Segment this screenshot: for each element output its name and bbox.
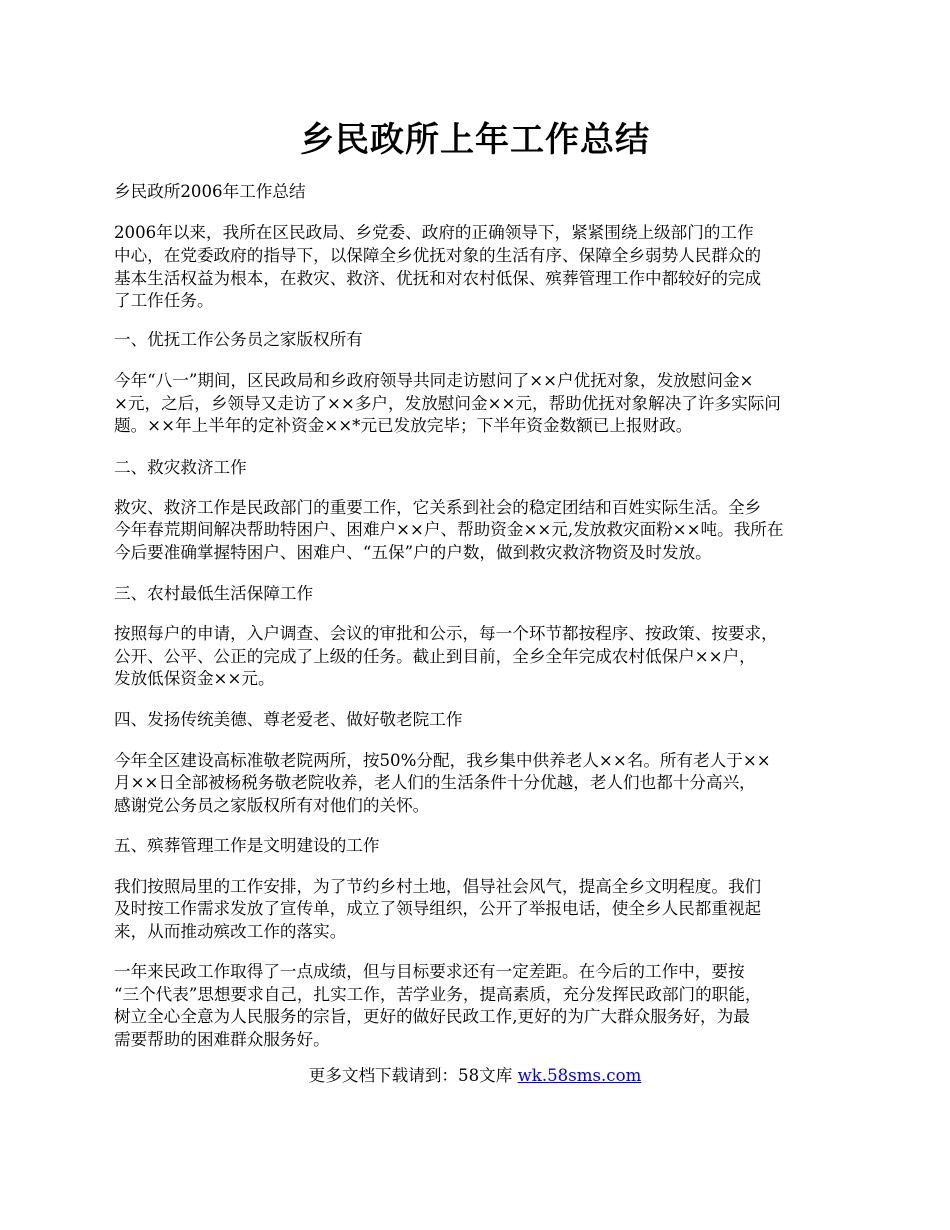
- section-body-line: 题。××年上半年的定补资金××*元已发放完毕；下半年资金数额已上报财政。: [114, 416, 693, 435]
- intro-line: 了工作任务。: [114, 291, 214, 310]
- section-body-line: 月××日全部被杨税务敬老院收养，老人们的生活条件十分优越，老人们也都十分高兴，: [114, 773, 756, 792]
- conclusion-line: 需要帮助的困难群众服务好。: [114, 1030, 330, 1049]
- section-heading: 五、殡葬管理工作是文明建设的工作: [114, 836, 380, 855]
- section-body-line: 按照每户的申请，入户调查、会议的审批和公示，每一个环节都按程序、按政策、按要求，: [114, 624, 778, 643]
- intro-line: 基本生活权益为根本，在救灾、救济、优抚和对农村低保、殡葬管理工作中都较好的完成: [114, 269, 762, 288]
- section-body-line: 救灾、救济工作是民政部门的重要工作，它关系到社会的稳定团结和百姓实际生活。全乡: [114, 498, 762, 517]
- section-heading: 三、农村最低生活保障工作: [114, 584, 314, 603]
- section-body-line: 我们按照局里的工作安排，为了节约乡村土地，倡导社会风气，提高全乡文明程度。我们: [114, 877, 762, 896]
- footer-text: 更多文档下载请到：58文库: [308, 1066, 518, 1085]
- intro-line: 2006年以来，我所在区民政局、乡党委、政府的正确领导下，紧紧围绕上级部门的工作: [114, 223, 754, 242]
- section-body-line: 来，从而推动殡改工作的落实。: [114, 922, 347, 941]
- section-heading: 四、发扬传统美德、尊老爱老、做好敬老院工作: [114, 710, 463, 729]
- section-heading: 二、救灾救济工作: [114, 458, 247, 477]
- section-body-line: ×元，之后，乡领导又走访了××多户，发放慰问金××元，帮助优抚对象解决了许多实际问: [114, 394, 781, 413]
- download-footer: [0, 1065, 950, 1086]
- document-title: 乡民政所上年工作总结: [300, 120, 650, 160]
- section-body-line: 公开、公平、公正的完成了上级的任务。截止到目前，全乡全年完成农村低保户××户，: [114, 647, 756, 666]
- section-body-line: 感谢党公务员之家版权所有对他们的关怀。: [114, 796, 430, 815]
- section-body-line: 今年“八一”期间，区民政局和乡政府领导共同走访慰问了××户优抚对象，发放慰问金×: [114, 371, 754, 390]
- document-subtitle: 乡民政所2006年工作总结: [114, 182, 306, 201]
- section-body-line: 今年全区建设高标准敬老院两所，按50%分配，我乡集中供养老人××名。所有老人于××: [114, 751, 771, 770]
- section-body-line: 今后要准确掌握特困户、困难户、“五保”户的户数，做到救灾救济物资及时发放。: [114, 543, 712, 562]
- intro-line: 中心，在党委政府的指导下，以保障全乡优抚对象的生活有序、保障全乡弱势人民群众的: [114, 246, 762, 265]
- section-heading: 一、优抚工作公务员之家版权所有: [114, 330, 363, 349]
- section-body-line: 发放低保资金××元。: [114, 669, 275, 688]
- conclusion-line: “三个代表”思想要求自己，扎实工作，苦学业务，提高素质，充分发挥民政部门的职能，: [114, 985, 762, 1004]
- section-body-line: 及时按工作需求发放了宣传单，成立了领导组织，公开了举报电话，使全乡人民都重视起: [114, 899, 762, 918]
- conclusion-line: 树立全心全意为人民服务的宗旨，更好的做好民政工作,更好的为广大群众服务好，为最: [114, 1007, 750, 1026]
- conclusion-line: 一年来民政工作取得了一点成绩，但与目标要求还有一定差距。在今后的工作中，要按: [114, 962, 745, 981]
- footer-link[interactable]: wk.58sms.com: [517, 1066, 642, 1085]
- section-body-line: 今年春荒期间解决帮助特困户、困难户××户、帮助资金××元,发放救灾面粉××吨。我所在: [114, 520, 784, 539]
